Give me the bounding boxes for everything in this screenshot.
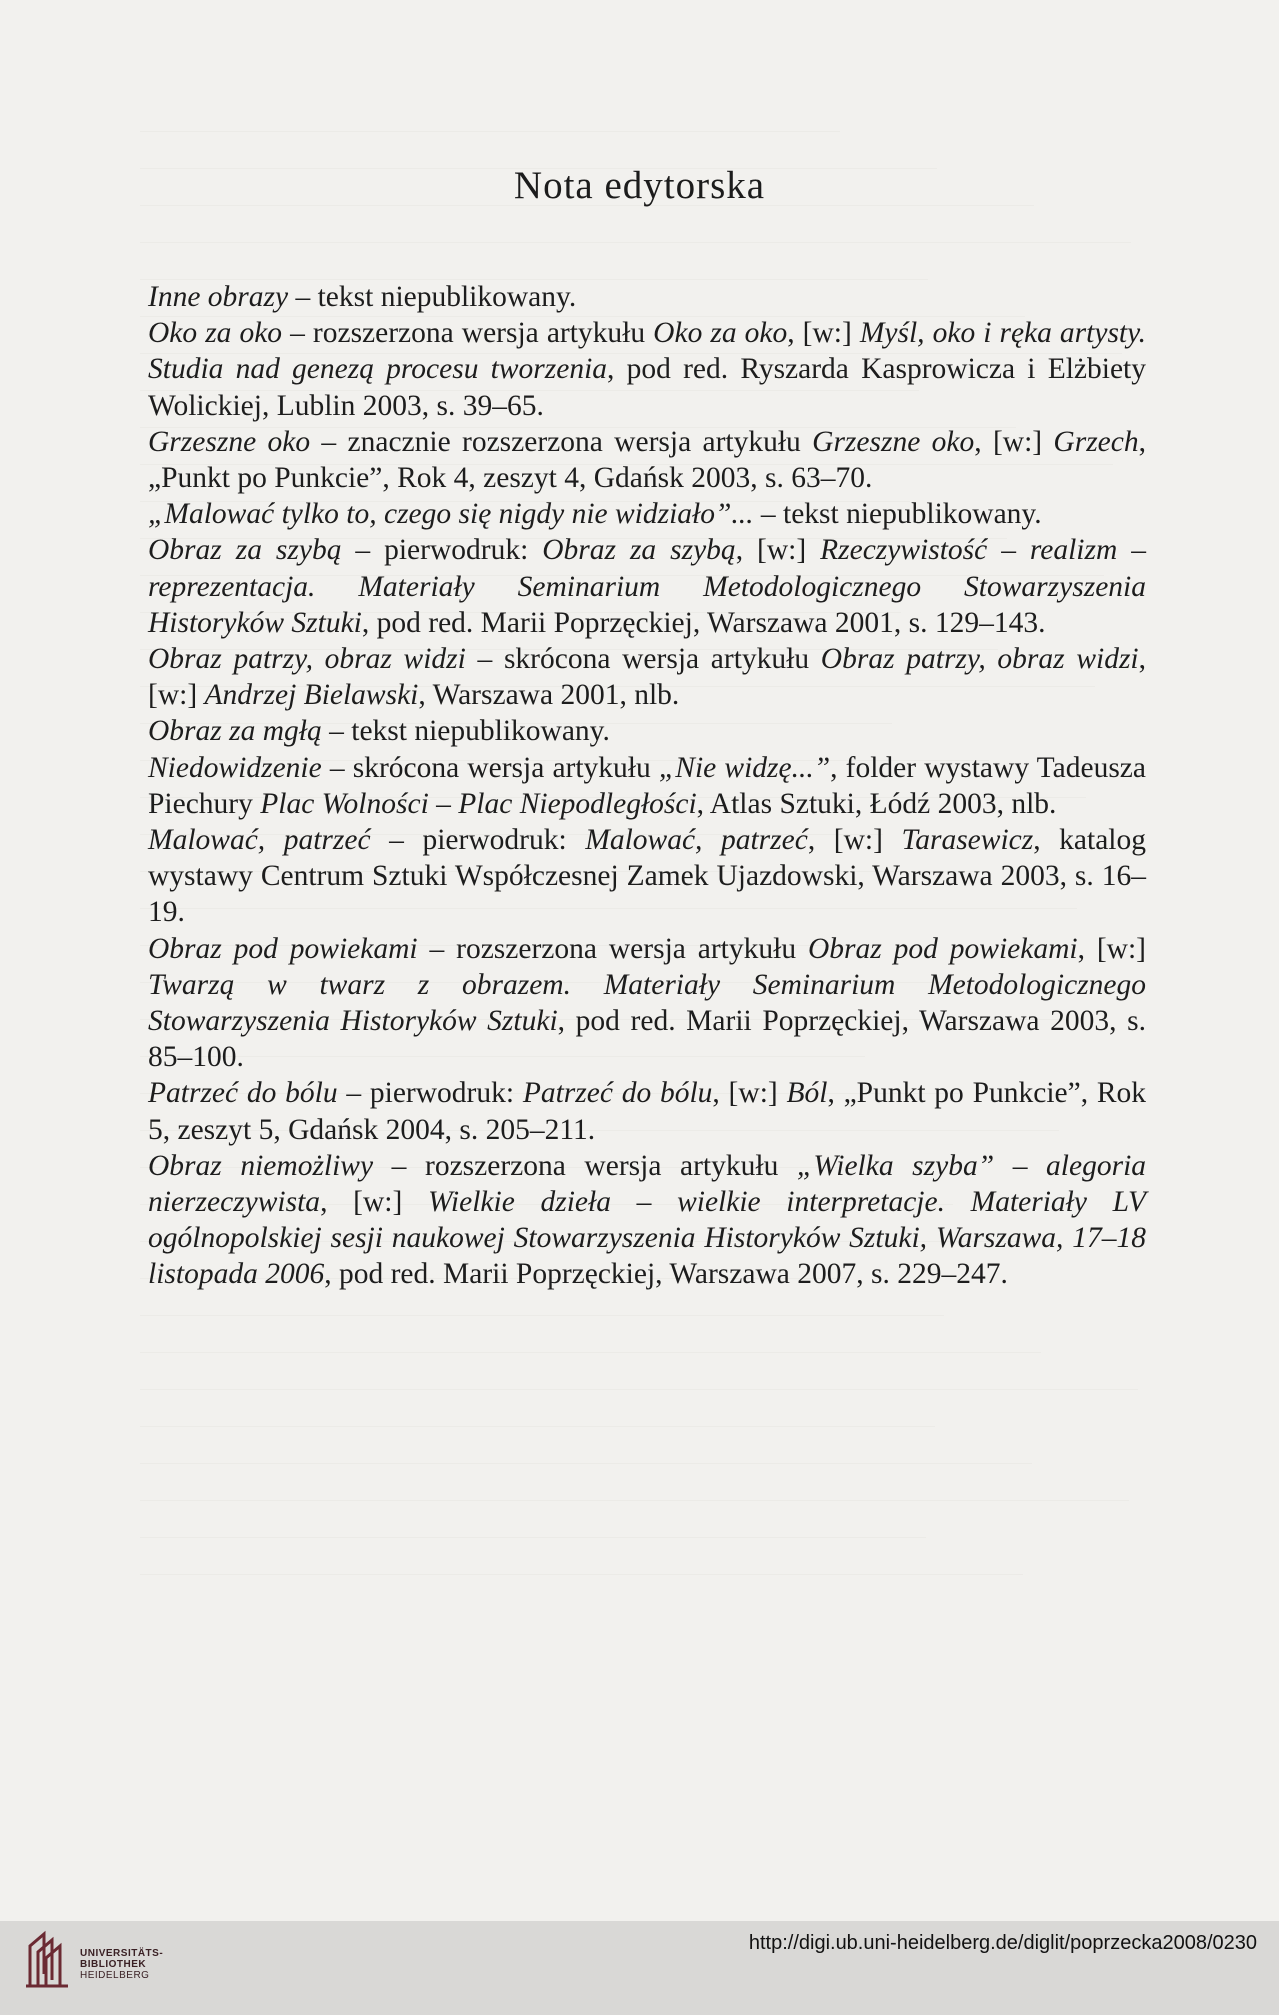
bleed-line bbox=[140, 1316, 1041, 1353]
italic-title-run: Patrzeć do bólu bbox=[148, 1077, 338, 1110]
text-run: , [w:] bbox=[1077, 932, 1146, 965]
text-run: – pierwodruk: bbox=[337, 1077, 523, 1110]
text-run: , folder wystawy Tadeusza Piechury bbox=[148, 751, 1146, 820]
italic-title-run: Plac Wolności – Plac Niepodległości bbox=[260, 787, 697, 820]
note-entry bbox=[148, 315, 1146, 424]
bleed-line bbox=[140, 1390, 935, 1427]
text-run: , [w:] bbox=[320, 1186, 428, 1219]
note-entry bbox=[148, 532, 1146, 641]
note-entry bbox=[148, 750, 1146, 822]
text-run: – rozszerzona wersja artykułu bbox=[417, 932, 808, 965]
italic-title-run: Andrzej Bielawski bbox=[204, 679, 419, 712]
italic-title-run: Obraz patrzy, obraz widzi bbox=[820, 643, 1139, 676]
text-run: – tekst niepublikowany. bbox=[288, 281, 577, 313]
italic-title-run: „Malować tylko to, czego się nigdy nie widziało”... bbox=[148, 498, 754, 531]
italic-title-run: „Nie widzę...” bbox=[658, 751, 831, 784]
text-run: – skrócona wersja artykułu bbox=[321, 751, 659, 784]
bleed-line bbox=[140, 206, 1131, 243]
text-run: , [w:] bbox=[148, 643, 1146, 712]
italic-title-run: Obraz za szybą bbox=[148, 534, 342, 567]
italic-title-run: Inne obrazy bbox=[148, 281, 289, 313]
italic-title-run: Grzeszne oko bbox=[148, 425, 311, 458]
text-run: , pod red. Marii Poprzęckiej, Warszawa 2003, s. 85–100. bbox=[148, 1005, 1146, 1074]
text-run: , pod red. Ryszarda Kasprowicza i Elżbiety Wolickiej, Lublin 2003, s. 39–65. bbox=[148, 353, 1146, 422]
bleed-line bbox=[140, 1538, 1023, 1575]
text-run: – rozszerzona wersja artykułu bbox=[282, 317, 654, 350]
note-entry bbox=[148, 713, 1146, 749]
text-run: , [w:] bbox=[807, 824, 902, 857]
editorial-note-body bbox=[148, 279, 1146, 1293]
italic-title-run: „Wielka szyba” – alegoria nierzeczywista bbox=[148, 1149, 1147, 1219]
bleed-line bbox=[140, 1427, 1032, 1464]
text-run: – znacznie rozszerzona wersja artykułu bbox=[310, 425, 813, 458]
italic-title-run: Obraz niemożliwy bbox=[148, 1149, 374, 1182]
library-name-line3: HEIDELBERG bbox=[80, 1970, 150, 1981]
italic-title-run: Grzeszne oko bbox=[812, 425, 975, 458]
permalink-url[interactable]: http://digi.ub.uni-heidelberg.de/diglit/poprzecka2008/0230 bbox=[748, 1932, 1257, 1954]
text-run: , [w:] bbox=[735, 534, 821, 567]
italic-title-run: Malować, patrzeć bbox=[148, 824, 371, 857]
italic-title-run: Myśl, oko i ręka artysty. Studia nad genezą procesu tworzenia bbox=[148, 317, 1146, 386]
italic-title-run: Oko za oko bbox=[148, 317, 283, 350]
text-run: , [w:] bbox=[712, 1077, 787, 1110]
italic-title-run: Malować, patrzeć bbox=[585, 824, 808, 857]
italic-title-run: Niedowidzenie bbox=[148, 751, 322, 784]
text-run: , „Punkt po Punkcie”, Rok 5, zeszyt 5, Gdańsk 2004, s. 205–211. bbox=[148, 1077, 1147, 1146]
text-run: , pod red. Marii Poprzęckiej, Warszawa 2001, s. 129–143. bbox=[361, 606, 1046, 639]
library-name-line2: BIBLIOTHEK bbox=[80, 1959, 147, 1970]
note-entry bbox=[148, 1148, 1146, 1293]
italic-title-run: Obraz za mgłą bbox=[148, 715, 322, 748]
italic-title-run: Obraz pod powiekami bbox=[807, 932, 1078, 965]
library-name-line1: UNIVERSITÄTS- bbox=[80, 1948, 164, 1959]
note-entry bbox=[148, 641, 1146, 713]
text-run: – skrócona wersja artykułu bbox=[465, 643, 821, 676]
italic-title-run: Tarasewicz bbox=[901, 824, 1034, 857]
text-run: – tekst niepublikowany. bbox=[753, 498, 1042, 531]
bleed-line bbox=[140, 95, 840, 132]
note-entry bbox=[148, 279, 1146, 315]
bleed-line bbox=[140, 243, 928, 280]
text-run: , pod red. Marii Poprzęckiej, Warszawa 2007, s. 229–247. bbox=[324, 1258, 1008, 1291]
text-run: , Atlas Sztuki, Łódź 2003, nlb. bbox=[696, 787, 1057, 820]
text-run: – pierwodruk: bbox=[341, 534, 543, 567]
text-run: , [w:] bbox=[787, 317, 860, 350]
italic-title-run: Patrzeć do bólu bbox=[522, 1077, 713, 1110]
text-run: , „Punkt po Punkcie”, Rok 4, zeszyt 4, Gdańsk 2003, s. 63–70. bbox=[148, 425, 1146, 495]
text-run: – tekst niepublikowany. bbox=[321, 715, 610, 748]
note-entry bbox=[148, 931, 1146, 1076]
italic-title-run: Rzeczywistość – realizm – reprezentacja. Materiały Seminarium Metodologicznego Stowarzyszenia Historyków Sztuki bbox=[148, 534, 1146, 639]
text-run: – rozszerzona wersja artykułu bbox=[373, 1149, 797, 1182]
page-title: Nota edytorska bbox=[513, 164, 766, 207]
note-entry bbox=[148, 1075, 1146, 1147]
italic-title-run: Twarzą w twarz z obrazem. Materiały Seminarium Metodologicznego Stowarzyszenia Historyków Sztuki bbox=[148, 968, 1146, 1038]
text-run: – pierwodruk: bbox=[370, 824, 586, 857]
library-name bbox=[80, 1948, 163, 1981]
bleed-line bbox=[140, 1501, 926, 1538]
italic-title-run: Wielkie dzieła – wielkie interpretacje. Materiały LV ogólnopolskiej sesji naukowej Stowarzyszenia Historyków Sztuki, Warszawa, 17–18 listopada 2006 bbox=[148, 1186, 1146, 1291]
italic-title-run: Ból bbox=[786, 1077, 828, 1110]
text-run: , Warszawa 2001, nlb. bbox=[418, 679, 680, 712]
italic-title-run: Obraz pod powiekami bbox=[148, 932, 418, 965]
note-entry bbox=[148, 822, 1146, 931]
text-run: , katalog wystawy Centrum Sztuki Współczesnej Zamek Ujazdowski, Warszawa 2003, s. 16–19. bbox=[148, 824, 1146, 929]
bleed-line bbox=[140, 1353, 1138, 1390]
library-logo-icon bbox=[24, 1928, 74, 1990]
note-entry bbox=[148, 496, 1146, 532]
italic-title-run: Grzech bbox=[1053, 425, 1139, 458]
text-run: , [w:] bbox=[974, 425, 1054, 458]
italic-title-run: Oko za oko bbox=[653, 317, 788, 350]
note-entry bbox=[148, 424, 1146, 496]
italic-title-run: Obraz patrzy, obraz widzi bbox=[148, 643, 466, 676]
bleed-line bbox=[140, 1464, 1129, 1501]
italic-title-run: Obraz za szybą bbox=[542, 534, 736, 567]
